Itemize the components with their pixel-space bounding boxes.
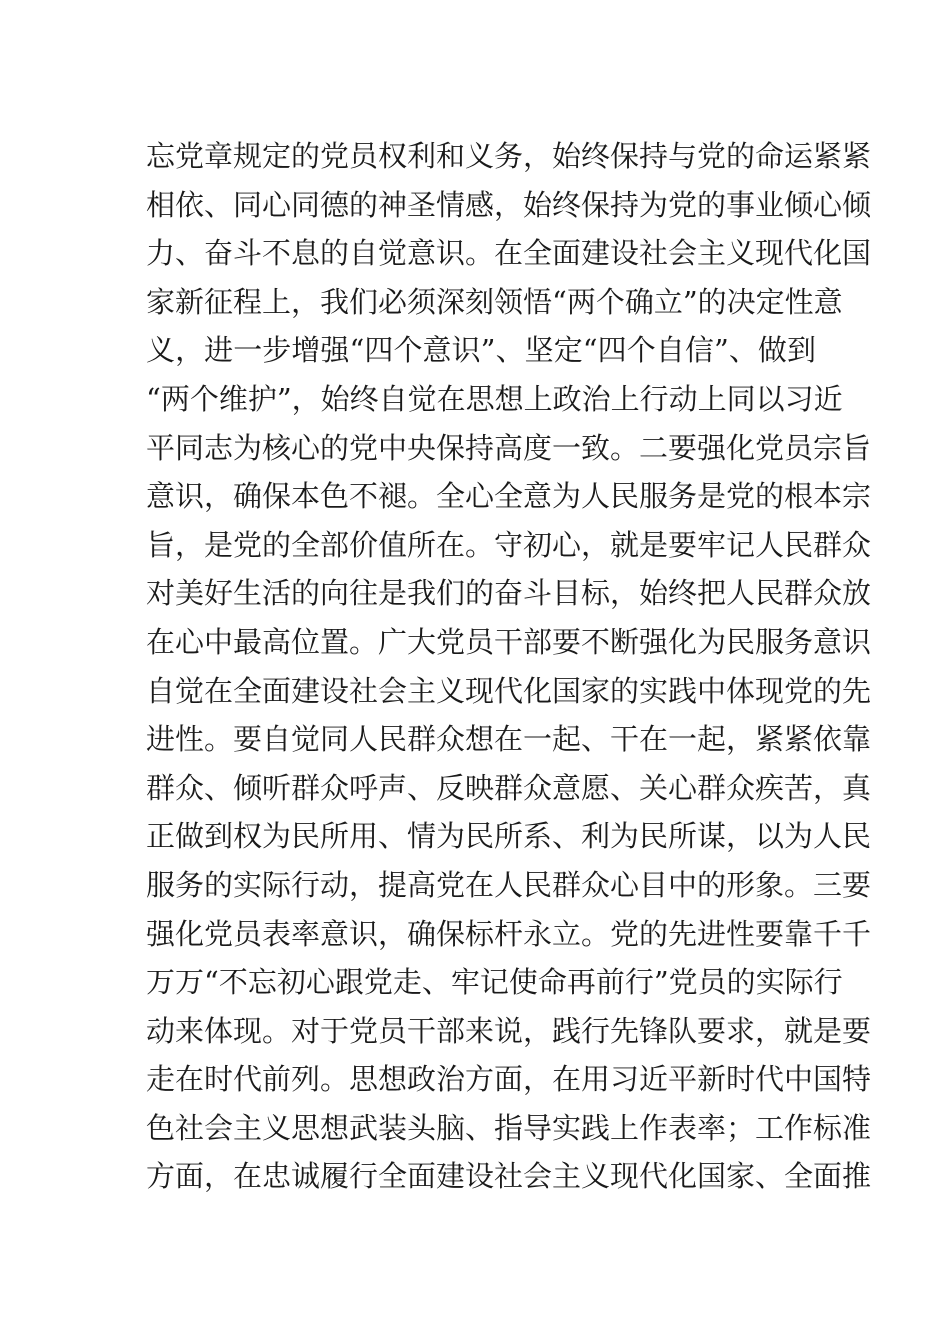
- text-line: 色社会主义思想武装头脑、指导实践上作表率；工作标准: [146, 1110, 872, 1145]
- text-line: 对美好生活的向往是我们的奋斗目标，始终把人民群众放: [146, 576, 872, 611]
- text-line: 服务的实际行动，提高党在人民群众心目中的形象。三要: [146, 867, 872, 902]
- text-line: 动来体现。对于党员干部来说，践行先锋队要求，就是要: [146, 1013, 872, 1048]
- text-line: 在心中最高位置。广大党员干部要不断强化为民服务意识: [146, 624, 872, 659]
- text-line: 走在时代前列。思想政治方面，在用习近平新时代中国特: [146, 1062, 872, 1097]
- text-line: 方面，在忠诚履行全面建设社会主义现代化国家、全面推: [146, 1159, 872, 1194]
- text-line: 进性。要自觉同人民群众想在一起、干在一起，紧紧依靠: [146, 722, 872, 757]
- text-line: 万万“不忘初心跟党走、牢记使命再前行”党员的实际行: [146, 965, 843, 1000]
- text-line: 强化党员表率意识，确保标杆永立。党的先进性要靠千千: [146, 916, 872, 951]
- text-line: “两个维护”，始终自觉在思想上政治上行动上同以习近: [146, 381, 843, 416]
- text-line: 平同志为核心的党中央保持高度一致。二要强化党员宗旨: [146, 430, 872, 465]
- body-text: [146, 132, 872, 1201]
- text-line: 意识，确保本色不褪。全心全意为人民服务是党的根本宗: [146, 479, 872, 514]
- text-line: 群众、倾听群众呼声、反映群众意愿、关心群众疾苦，真: [146, 770, 872, 805]
- text-line: 家新征程上，我们必须深刻领悟“两个确立”的决定性意: [146, 284, 843, 319]
- text-line: 义，进一步增强“四个意识”、坚定“四个自信”、做到: [146, 333, 816, 368]
- text-line: 忘党章规定的党员权利和义务，始终保持与党的命运紧紧: [146, 139, 872, 173]
- text-line: 相依、同心同德的神圣情感，始终保持为党的事业倾心倾: [146, 187, 872, 222]
- text-line: 正做到权为民所用、情为民所系、利为民所谋，以为人民: [146, 819, 872, 854]
- text-line: 自觉在全面建设社会主义现代化国家的实践中体现党的先: [146, 673, 872, 708]
- text-line: 旨，是党的全部价值所在。守初心，就是要牢记人民群众: [146, 527, 872, 562]
- text-line: 力、奋斗不息的自觉意识。在全面建设社会主义现代化国: [146, 236, 872, 271]
